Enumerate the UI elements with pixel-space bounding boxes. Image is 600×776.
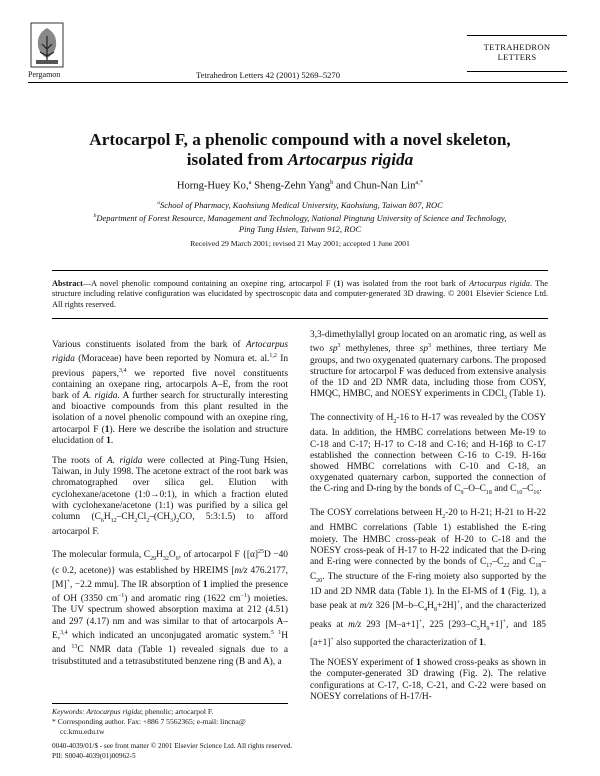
paragraph-isolation: The roots of A. rigida were collected at Ping-Tung Hsien, Taiwan, in July 1998. The acetone extract of the root bark was chromatographed over silica gel. Elution with cyclohexane/acetone (1:0→0:1), in which a fraction eluted with cyclohexane/acetone (1:1) was purified by a silica gel column ($C_6H_{12}-CH_2Cl_2-(CH_3)_2CO$, 5:3:1.5) to afford artocarpol F. (52, 456, 288, 538)
right-column (310, 330, 546, 712)
masthead-rule (28, 82, 568, 83)
abstract-rule-top (52, 270, 548, 271)
author-list: Horng-Huey Ko,$^a$ Sheng-Zehn Yang$^b$ and Chun-Nan Lin$^{a,*}$ (176, 179, 424, 192)
affiliation-b-line2: Ping Tung Hsien, Taiwan 912, ROC (238, 223, 362, 234)
paragraph-formula: The molecular formula, $C_{29}H_{32}O_6$, of artocarpol F {$[\alpha]^{25}D -40$ (c 0.2, acetone)} was established by HREIMS [m/z 476.2177, [M]+, −2.2 mmu]. The IR absorption of 1 implied the presence of OH (3350 $cm^{-1}$) and aromatic ring (1622 $cm^{-1}$) moieties. The UV spectrum showed absorption maxima at 212 (4.51) and 297 (4.17) nm and was similar to that of artocarpols A–E,$^{3,4}$ which indicated an unconjugated aromatic system.$^5$ $^1$H and $^{13}$C NMR data (Table 1) revealed signals due to a trisubstituted and a tetrasubstituted benzene ring (B and A), a (52, 549, 289, 667)
affiliation-a: $^a$School of Pharmacy, Kaohsiung Medical University, Kaohsiung, Taiwan 807, ROC (157, 199, 443, 210)
paragraph-nmr-summary: 3,3-dimethylallyl group located on an aromatic ring, as well as two $sp^3$ methylenes, three $sp^3$ methines, three tertiary Me groups, and two oxygenated quaternary carbons. The proposed structure for artocarpol F was deduced from extensive analysis of the 1D and 2D NMR data, including those from COSY, HMQC, HMBC, and NOESY experiments in CDCl$_3$ (Table 1). (310, 330, 546, 402)
affiliations (30, 198, 570, 235)
journal-name-box (467, 35, 567, 62)
journal-name-line2: LETTERS (497, 52, 537, 62)
journal-line: Tetrahedron Letters 42 (2001) 5269–5270 (196, 70, 341, 80)
corresponding-author: * Corresponding author. Fax: +886 7 5562365; e-mail: lincna@ (52, 717, 246, 727)
corresponding-email: cc.kmu.edu.tw (60, 726, 105, 736)
article-title (40, 130, 560, 170)
keywords: Keywords: Artocarpus rigida; phenolic; artocarpol F. (52, 707, 214, 716)
footnotes (52, 707, 288, 736)
paragraph-connectivity: The connectivity of $H_2-16$ to H-17 was revealed by the COSY data. In addition, the HMBC correlations between Me-19 to C-18 and C-17; H-17 to C-18 and C-16; and H-16β to C-17 established the connection between C-16 to C-19. H-16α showed HMBC correlations with C-10 and C-18, an oxygenated quaternary carbon, supported the connection of the C-ring and D-ring by the bonds of $C_9-O-C_{18}$ and $C_{10}-C_{16}$. (310, 413, 547, 497)
paragraph-noesy: The NOESY experiment of 1 showed cross-peaks as shown in the computer-generated 3D drawing (Fig. 2). The relative configurations at C-17, C-18, C-21, and C-22 were based on NOESY correlations of H-17/H- (310, 658, 546, 702)
abstract: Abstract—A novel phenolic compound containing an oxepine ring, artocarpol F (1) was isolated from the root bark of Artocarpus rigida. The structure including relative configuration was elucidated by spectroscopic data and computer-generated 3D drawing. © 2001 Elsevier Science Ltd. All rights reserved. (52, 279, 548, 309)
footnote-rule (52, 703, 288, 704)
copyright-line: 0040-4039/01/$ - see front matter © 2001 Elsevier Science Ltd. All rights reserved. (52, 742, 293, 750)
pii-line: PII: S0040-4039(01)00962-5 (52, 752, 136, 760)
left-column (52, 340, 288, 677)
received-dates: Received 29 March 2001; revised 21 May 2001; accepted 1 June 2001 (190, 239, 410, 248)
title-line2: isolated from Artocarpus rigida (186, 150, 414, 169)
elsevier-logo (30, 22, 64, 68)
publisher-name: Pergamon (28, 70, 61, 79)
affiliation-b: $^b$Department of Forest Resource, Management and Technology, National Pingtung University of Science and Technology, (93, 212, 507, 223)
abstract-rule-bottom (52, 318, 548, 319)
paragraph-cosy: The COSY correlations between $H_2-20$ to H-21; H-21 to H-22 and HMBC correlations (Table 1) established the E-ring moiety. The HMBC cross-peak of H-20 to C-18 and the NOESY cross-peak of H-17 to H-22 indicated that the D-ring and E-ring were connected by the bonds of $C_{17}-C_{22}$ and $C_{18}-C_{20}$. The structure of the F-ring moiety also supported by the 1D and 2D NMR data (Table 1). In the EI-MS of 1 (Fig. 1), a base peak at m/z 326 $[M-b-C_4H_8+2H]^+$, and the characterized peaks at m/z 293 [M–a+1]+, 225 $[293-C_5H_9+1]^+$, and 185 [a+1]+ also supported the characterization of 1. (310, 508, 546, 648)
paragraph-intro: Various constituents isolated from the bark of Artocarpus rigida (Moraceae) have been reported by Nomura et. al.$^{1,2}$ In previous papers,$^{3,4}$ we reported five novel constituents containing an oxepane ring, artocarpols A–E, from the root bark of A. rigida. A further search for structurally interesting and bioactive compounds from this plant resulted in the isolation of a novel phenolic compound with an oxepine ring, artocarpol F (1). Here we describe the isolation and structure elucidation of 1. (52, 340, 289, 446)
journal-name-line1: TETRAHEDRON (483, 42, 551, 52)
title-line1: Artocarpol F, a phenolic compound with a novel skeleton, (89, 130, 511, 149)
